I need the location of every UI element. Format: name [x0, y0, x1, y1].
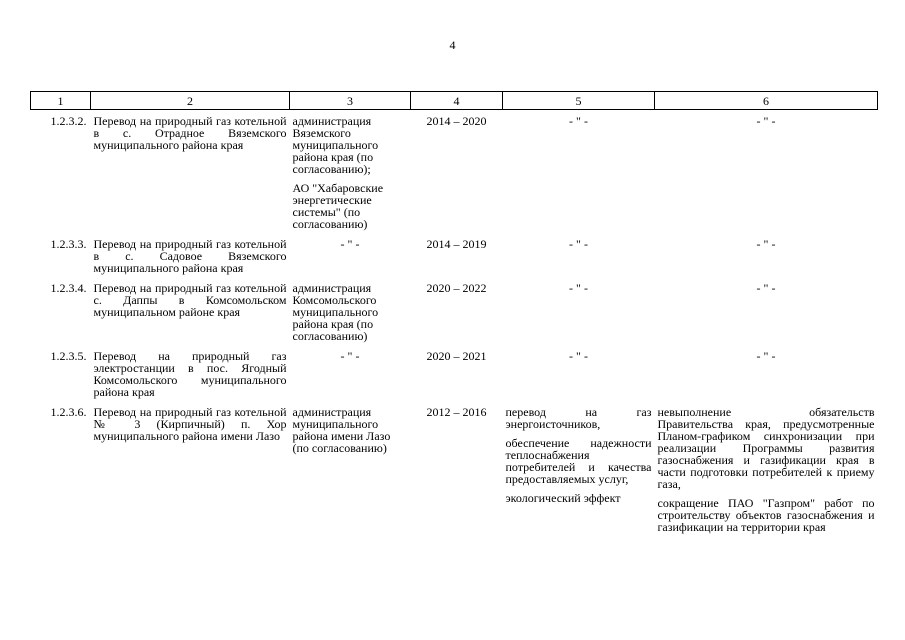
row-number: 1.2.3.2. — [50, 114, 87, 128]
measure-cell: Перевод на природный газ котельной с. Даппы в Комсомольском муниципальном районе края — [93, 281, 287, 319]
risks-cell — [655, 274, 878, 342]
period-cell: 2020 – 2022 — [426, 281, 487, 295]
period-cell: 2020 – 2021 — [426, 349, 487, 363]
executor-text: АО "Хабаровские энергетические системы" (по согласованию) — [292, 181, 384, 231]
column-header-3: 3 — [290, 92, 411, 110]
result-cell — [503, 230, 655, 274]
risks-cell — [655, 398, 878, 533]
executor-cell — [290, 342, 411, 398]
result-text: - " - — [569, 281, 588, 295]
table-row — [31, 110, 878, 231]
measure-cell: Перевод на природный газ котельной в с. Садовое Вяземского муниципального района края — [93, 237, 287, 275]
row-number: 1.2.3.5. — [50, 349, 87, 363]
measure-cell: Перевод на природный газ котельной в с. Отрадное Вяземского муниципального района края — [93, 114, 287, 152]
row-number: 1.2.3.6. — [50, 405, 87, 419]
executor-cell — [290, 398, 411, 533]
table-row — [31, 274, 878, 342]
result-text: - " - — [569, 237, 588, 251]
result-text: экологический эффект — [505, 491, 621, 505]
risks-text: невыполнение обязательств Правительства края, предусмотренные Планом-графиком синхронизации при реализации Программы развития газоснабжения и газификации края в части подготовки потребителей к приему газа, — [657, 405, 875, 491]
table-row — [31, 342, 878, 398]
measures-table — [30, 91, 878, 533]
risks-text: - " - — [756, 281, 776, 295]
risks-text: - " - — [756, 114, 776, 128]
result-cell — [503, 398, 655, 533]
executor-text: администрация Вяземского муниципального района края (по согласованию); — [292, 114, 379, 176]
table-row — [31, 230, 878, 274]
column-header-2: 2 — [91, 92, 290, 110]
measure-cell: Перевод на природный газ электростанции в пос. Ягодный Комсомольского муниципального района края — [93, 349, 287, 399]
table-row — [31, 398, 878, 533]
row-number: 1.2.3.3. — [50, 237, 87, 251]
executor-text: администрация муниципального района имени Лазо (по согласованию) — [292, 405, 391, 455]
result-cell — [503, 110, 655, 231]
result-text: - " - — [569, 349, 588, 363]
measure-cell: Перевод на природный газ котельной № 3 (Кирпичный) п. Хор муниципального района имени Лазо — [93, 405, 287, 443]
measures-table-container — [30, 91, 877, 533]
executor-cell — [290, 230, 411, 274]
result-text: перевод на газ энергоисточников, — [505, 405, 652, 431]
column-header-5: 5 — [503, 92, 655, 110]
executor-text: администрация Комсомольского муниципального района края (по согласованию) — [292, 281, 379, 343]
column-header-6: 6 — [655, 92, 878, 110]
period-cell: 2012 – 2016 — [426, 405, 487, 419]
result-text: - " - — [569, 114, 588, 128]
risks-text: - " - — [756, 349, 776, 363]
executor-text: - " - — [340, 237, 360, 251]
executor-cell — [290, 110, 411, 231]
period-cell: 2014 – 2020 — [426, 114, 487, 128]
executor-cell — [290, 274, 411, 342]
page-number: 4 — [449, 38, 456, 52]
result-cell — [503, 342, 655, 398]
period-cell: 2014 – 2019 — [426, 237, 487, 251]
row-number: 1.2.3.4. — [50, 281, 87, 295]
column-header-1: 1 — [31, 92, 91, 110]
risks-cell — [655, 342, 878, 398]
executor-text: - " - — [340, 349, 360, 363]
result-cell — [503, 274, 655, 342]
result-text: обеспечение надежности теплоснабжения потребителей и качества предоставляемых услуг, — [505, 436, 652, 486]
risks-text: сокращение ПАО "Газпром" работ по строительству объектов газоснабжения и газификации на территории края — [657, 496, 875, 534]
risks-cell — [655, 110, 878, 231]
column-header-4: 4 — [411, 92, 503, 110]
risks-text: - " - — [756, 237, 776, 251]
table-header-row — [31, 92, 878, 110]
risks-cell — [655, 230, 878, 274]
